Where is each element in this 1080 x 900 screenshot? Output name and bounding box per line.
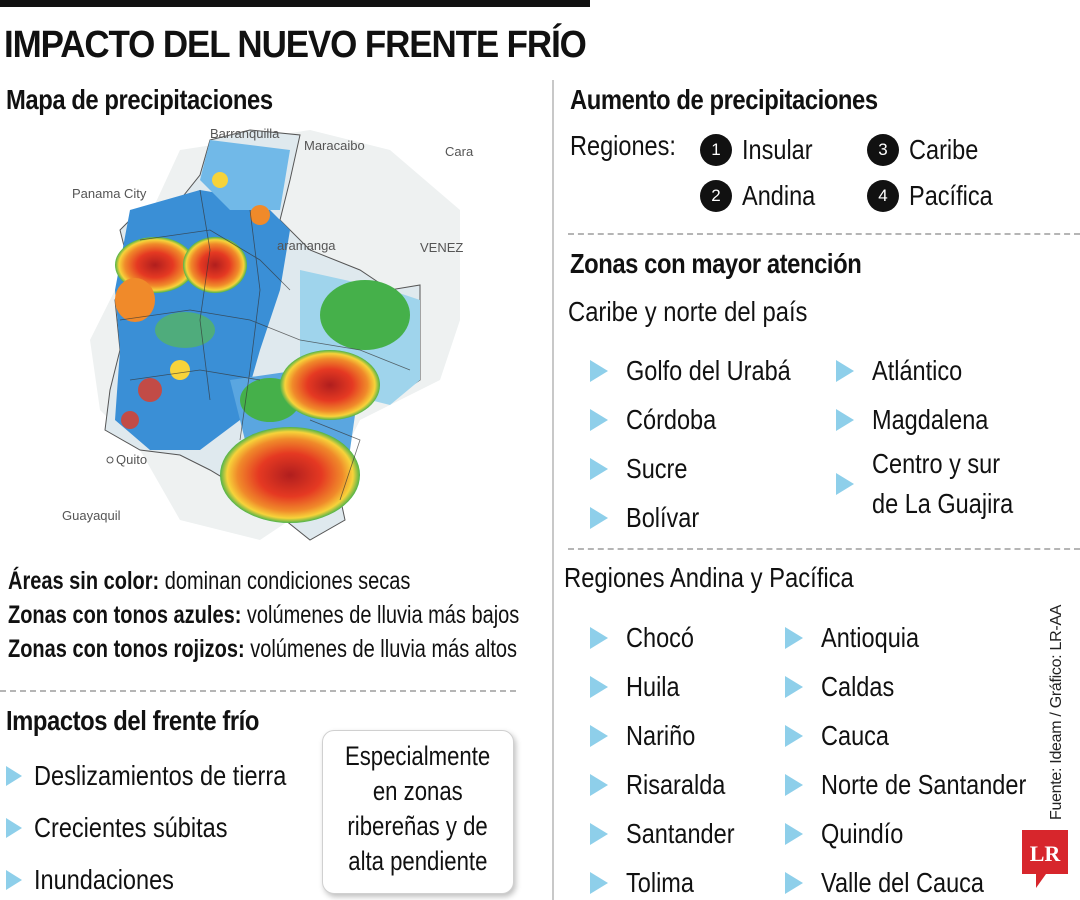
- legend-row-dry: Áreas sin color: dominan condiciones secas: [8, 567, 411, 595]
- region-andina: 2 Andina: [700, 180, 829, 212]
- number-badge: 2: [700, 180, 732, 212]
- list-item: Huila: [590, 662, 755, 711]
- arrow-icon: [785, 676, 803, 698]
- andina-subheading: Regiones Andina y Pacífica: [564, 562, 854, 593]
- arrow-icon: [6, 766, 22, 786]
- map-label-bucaramanga: aramanga: [277, 238, 336, 253]
- map-label-quito: Quito: [116, 452, 148, 467]
- list-item: Caldas: [785, 662, 1065, 711]
- list-item: Tolima: [590, 858, 755, 900]
- arrow-icon: [590, 409, 608, 431]
- top-rule: [0, 0, 590, 7]
- number-badge: 4: [867, 180, 899, 212]
- list-item: Magdalena: [836, 395, 1040, 444]
- arrow-icon: [785, 774, 803, 796]
- map-label-barranquilla: Barranquilla: [210, 126, 280, 141]
- list-item: Santander: [590, 809, 755, 858]
- arrow-icon: [836, 473, 854, 495]
- svg-text:LR: LR: [1029, 841, 1061, 866]
- list-item: Córdoba: [590, 395, 822, 444]
- arrow-icon: [590, 627, 608, 649]
- arrow-icon: [590, 458, 608, 480]
- divider: [568, 233, 1080, 235]
- arrow-icon: [6, 818, 22, 838]
- list-item: Valle del Cauca: [785, 858, 1065, 900]
- list-item: Centro y sur de La Guajira: [836, 444, 1040, 524]
- arrow-icon: [6, 870, 22, 890]
- divider: [568, 548, 1080, 550]
- arrow-icon: [590, 774, 608, 796]
- source-credit: Fuente: Ideam / Gráfico: LR-AA: [1048, 604, 1065, 820]
- andina-list-col1: [590, 613, 755, 900]
- arrow-icon: [590, 507, 608, 529]
- list-item: Nariño: [590, 711, 755, 760]
- arrow-icon: [590, 360, 608, 382]
- arrow-icon: [590, 872, 608, 894]
- region-insular: 1 Insular: [700, 134, 826, 166]
- arrow-icon: [590, 823, 608, 845]
- list-item: Bolívar: [590, 493, 822, 542]
- number-badge: 1: [700, 134, 732, 166]
- map-legend: [8, 564, 519, 666]
- impacts-heading: Impactos del frente frío: [6, 705, 259, 736]
- list-item: Chocó: [590, 613, 755, 662]
- list-item: Crecientes súbitas: [6, 802, 334, 854]
- precipitation-map: [60, 120, 500, 560]
- arrow-icon: [836, 409, 854, 431]
- impacts-list: [6, 750, 334, 900]
- lr-logo: [1022, 830, 1068, 888]
- number-badge: 3: [867, 134, 899, 166]
- arrow-icon: [785, 872, 803, 894]
- map-label-cara: Cara: [445, 144, 474, 159]
- map-heading: Mapa de precipitaciones: [6, 84, 273, 115]
- divider: [0, 690, 516, 692]
- map-label-maracaibo: Maracaibo: [304, 138, 365, 153]
- caribe-subheading: Caribe y norte del país: [568, 296, 808, 327]
- list-item: Quindío: [785, 809, 1065, 858]
- arrow-icon: [590, 676, 608, 698]
- callout-box: Especialmente en zonas ribereñas y de alta pendiente: [322, 730, 514, 894]
- arrow-icon: [785, 823, 803, 845]
- caribe-list-col1: [590, 346, 822, 542]
- page-title: IMPACTO DEL NUEVO FRENTE FRÍO: [4, 24, 586, 66]
- arrow-icon: [836, 360, 854, 382]
- attention-heading: Zonas con mayor atención: [570, 248, 862, 279]
- region-pacifica: 4 Pacífica: [867, 180, 1009, 212]
- regions-label: Regiones:: [570, 130, 676, 161]
- legend-row-red: Zonas con tonos rojizos: volúmenes de lluvia más altos: [8, 635, 518, 663]
- precipitation-map-graphic: [60, 120, 500, 560]
- list-item: Golfo del Urabá: [590, 346, 822, 395]
- list-item: Deslizamientos de tierra: [6, 750, 334, 802]
- list-item: Atlántico: [836, 346, 1040, 395]
- arrow-icon: [590, 725, 608, 747]
- caribe-list-col2: [836, 346, 1040, 524]
- arrow-icon: [785, 627, 803, 649]
- legend-row-blue: Zonas con tonos azules: volúmenes de lluvia más bajos: [8, 601, 520, 629]
- list-item: Risaralda: [590, 760, 755, 809]
- list-item: Sucre: [590, 444, 822, 493]
- list-item: Inundaciones: [6, 854, 334, 900]
- region-caribe: 3 Caribe: [867, 134, 991, 166]
- list-item: Cauca: [785, 711, 1065, 760]
- vertical-divider: [552, 80, 554, 900]
- arrow-icon: [785, 725, 803, 747]
- map-label-venezuela: VENEZ: [420, 240, 464, 255]
- map-label-guayaquil: Guayaquil: [62, 508, 121, 523]
- increase-heading: Aumento de precipitaciones: [570, 84, 878, 115]
- list-item: Antioquia: [785, 613, 1065, 662]
- list-item: Norte de Santander: [785, 760, 1065, 809]
- map-label-panama-city: Panama City: [72, 186, 147, 201]
